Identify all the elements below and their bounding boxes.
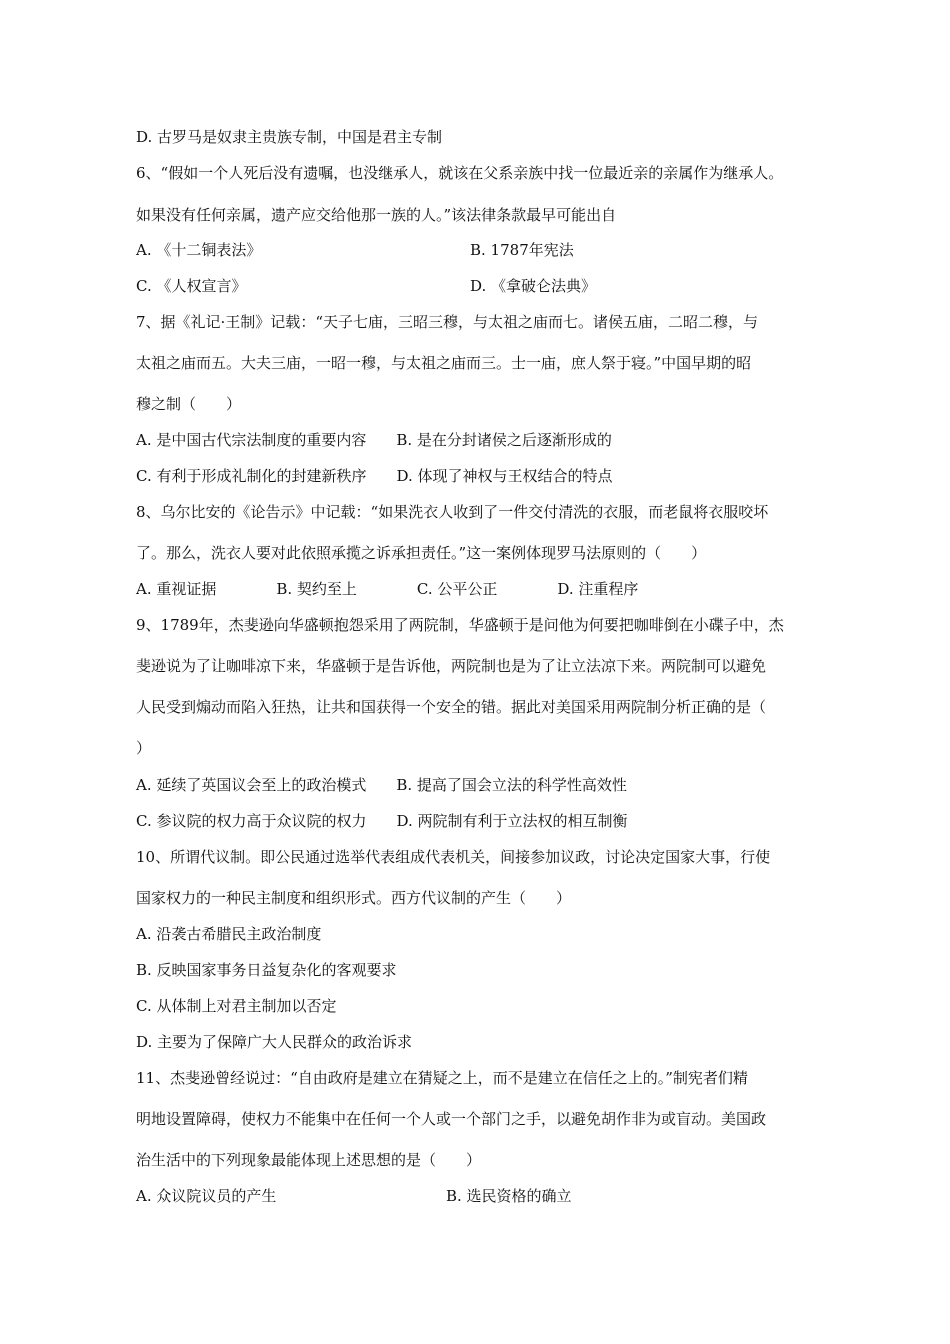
q6-stem-line: 如果没有任何亲属，遗产应交给他那一族的人。”该法律条款最早可能出自 (136, 206, 617, 224)
q10-stem-line: 国家权力的一种民主制度和组织形式。西方代议制的产生（ ） (136, 889, 572, 907)
q7-stem-line: 7、据《礼记·王制》记载：“天子七庙，三昭三穆，与太祖之庙而七。诸侯五庙，二昭二穆，与 (136, 313, 758, 331)
q10-option-a: A. 沿袭古希腊民主政治制度 (136, 925, 322, 943)
q6-option-d: D. 《拿破仑法典》 (470, 277, 597, 295)
q9-stem-line: 斐逊说为了让咖啡凉下来，华盛顿于是告诉他，两院制也是为了让立法凉下来。两院制可以避免 (136, 657, 767, 675)
q9-options-cd: C. 参议院的权力高于众议院的权力 D. 两院制有利于立法权的相互制衡 (136, 812, 628, 830)
q9-stem-line: 人民受到煽动而陷入狂热，让共和国获得一个安全的错。据此对美国采用两院制分析正确的是（ (136, 698, 767, 716)
q6-option-b: B. 1787年宪法 (470, 241, 574, 259)
q6-option-a: A. 《十二铜表法》 (136, 241, 262, 259)
q10-option-d: D. 主要为了保障广大人民群众的政治诉求 (136, 1033, 413, 1051)
q8-stem-line: 8、乌尔比安的《论告示》中记载：“如果洗衣人收到了一件交付清洗的衣服，而老鼠将衣服咬坏 (136, 503, 769, 521)
q7-stem-line: 穆之制（ ） (136, 395, 242, 413)
q11-stem-line: 明地设置障碍，使权力不能集中在任何一个人或一个部门之手，以避免胡作非为或盲动。美国政 (136, 1110, 767, 1128)
q11-option-a: A. 众议院议员的产生 (136, 1187, 277, 1205)
q8-options: A. 重视证据 B. 契约至上 C. 公平公正 D. 注重程序 (136, 580, 639, 598)
q7-options-cd: C. 有利于形成礼制化的封建新秩序 D. 体现了神权与王权结合的特点 (136, 467, 613, 485)
q7-stem-line: 太祖之庙而五。大夫三庙，一昭一穆，与太祖之庙而三。士一庙，庶人祭于寝。”中国早期的昭 (136, 354, 752, 372)
q10-option-b: B. 反映国家事务日益复杂化的客观要求 (136, 961, 397, 979)
q10-option-c: C. 从体制上对君主制加以否定 (136, 997, 337, 1015)
q11-stem-line: 11、杰斐逊曾经说过：“自由政府是建立在猜疑之上，而不是建立在信任之上的。”制宪者们精 (136, 1069, 748, 1087)
q5-option-d: D. 古罗马是奴隶主贵族专制，中国是君主专制 (136, 128, 443, 146)
q9-stem-line: 9、1789年，杰斐逊向华盛顿抱怨采用了两院制，华盛顿于是问他为何要把咖啡倒在小碟子中，杰 (136, 616, 784, 634)
q11-option-b: B. 选民资格的确立 (446, 1187, 572, 1205)
q6-stem-line: 6、“假如一个人死后没有遗嘱，也没继承人，就该在父系亲族中找一位最近亲的亲属作为继承人。 (136, 164, 784, 182)
q9-stem-line: ） (136, 739, 152, 757)
q9-options-ab: A. 延续了英国议会至上的政治模式 B. 提高了国会立法的科学性高效性 (136, 776, 627, 794)
q7-options-ab: A. 是中国古代宗法制度的重要内容 B. 是在分封诸侯之后逐渐形成的 (136, 431, 612, 449)
q6-option-c: C. 《人权宣言》 (136, 277, 247, 295)
q10-stem-line: 10、所谓代议制。即公民通过选举代表组成代表机关，间接参加议政，讨论决定国家大事，行使 (136, 848, 771, 866)
q11-stem-line: 治生活中的下列现象最能体现上述思想的是（ ） (136, 1151, 482, 1169)
q8-stem-line: 了。那么，洗衣人要对此依照承揽之诉承担责任。”这一案例体现罗马法原则的（ ） (136, 544, 707, 562)
